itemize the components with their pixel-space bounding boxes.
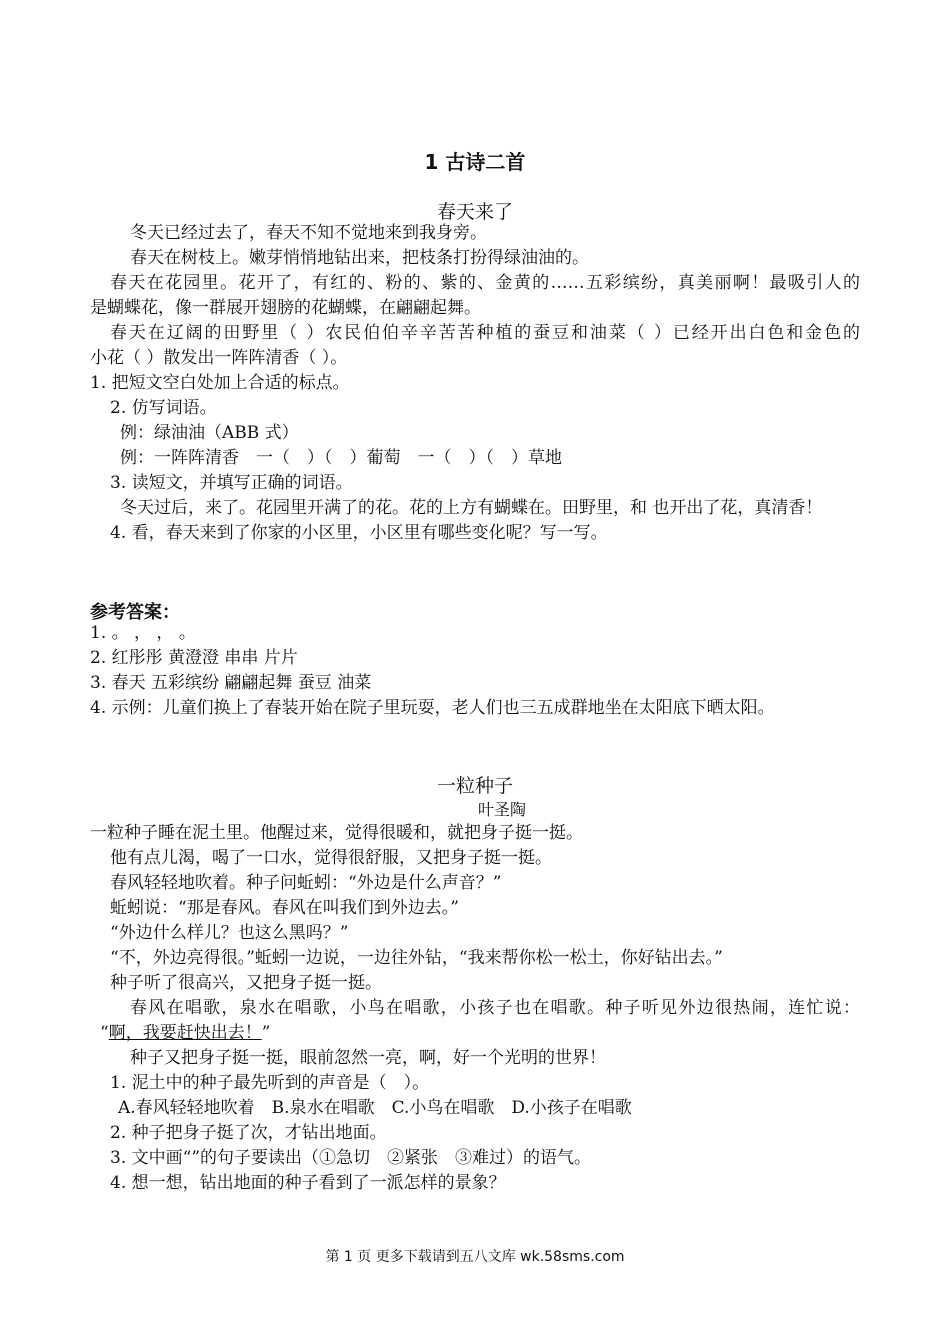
story-line [100, 1022, 270, 1044]
story-line: 一粒种子睡在泥土里。他醒过来，觉得很暖和，就把身子挺一挺。 [90, 823, 583, 843]
fill-text: 冬天过后，来了。花园里开满了的花。花的上方有蝴蝶在。田野里，和 也开出了花，真清香！ [120, 498, 823, 518]
story-line: 蚯蚓说：“那是春风。春风在叫我们到外边去。” [110, 898, 459, 918]
story-line: “不，外边亮得很。”蚯蚓一边说，一边往外钻，“我来帮你松一松土，你好钻出去。” [110, 948, 723, 968]
story-line: 种子听了很高兴，又把身子挺一挺。 [110, 973, 382, 993]
quote-close: ” [261, 1023, 271, 1043]
question-3: 3. 文中画“”的句子要读出（①急切 ②紧张 ③难过）的语气。 [110, 1148, 592, 1168]
story-line: 他有点儿渴，喝了一口水，觉得很舒服，又把身子挺一挺。 [110, 848, 552, 868]
story-line: 春风轻轻地吹着。种子问蚯蚓：“外边是什么声音？” [110, 873, 502, 893]
question-1: 1. 泥土中的种子最先听到的声音是（ ）。 [110, 1073, 430, 1093]
paragraph-line: 春天在辽阔的田野里（ ）农民伯伯辛辛苦苦种植的蚕豆和油菜（ ）已经开出白色和金色的 [110, 323, 860, 343]
answers-title: 参考答案： [90, 602, 180, 623]
question-2: 2. 种子把身子挺了次，才钻出地面。 [110, 1123, 387, 1143]
quote-open: “ [100, 1023, 109, 1043]
example-line: 例：绿油油（ABB 式） [120, 423, 299, 443]
underlined-sentence: 啊，我要赶快出去！ [108, 1023, 262, 1043]
story-title: 一粒种子 [436, 775, 513, 797]
options-line: A.春风轻轻地吹着 B.泉水在唱歌 C.小鸟在唱歌 D.小孩子在唱歌 [118, 1098, 632, 1118]
paragraph-line: 春天在花园里。花开了，有红的、粉的、紫的、金黄的……五彩缤纷，真美丽啊！最吸引人的 [110, 273, 860, 293]
answer-line: 2. 红彤彤 黄澄澄 串串 片片 [90, 648, 298, 668]
answer-line: 1. 。 ， ， 。 [90, 623, 196, 643]
paragraph-line: 小花（ ）散发出一阵阵清香（ ）。 [90, 348, 348, 368]
answer-line: 4. 示例：儿童们换上了春装开始在院子里玩耍，老人们也三五成群地坐在太阳底下晒太阳。 [90, 698, 775, 718]
question-3: 3. 读短文，并填写正确的词语。 [110, 473, 353, 493]
author: 叶圣陶 [478, 800, 527, 819]
question-4: 4. 想一想，钻出地面的种子看到了一派怎样的景象？ [110, 1173, 506, 1193]
answer-line: 3. 春天 五彩缤纷 翩翩起舞 蚕豆 油菜 [90, 673, 372, 693]
question-1: 1. 把短文空白处加上合适的标点。 [90, 373, 350, 393]
page-footer: 第 1 页 更多下载请到五八文库 wk.58sms.com [325, 1249, 625, 1265]
section-title: 1 古诗二首 [424, 150, 526, 174]
story-line: “外边什么样儿？也这么黑吗？” [110, 923, 349, 943]
passage-title: 春天来了 [436, 201, 513, 223]
paragraph-line: 冬天已经过去了，春天不知不觉地来到我身旁。 [130, 223, 487, 243]
story-line: 种子又把身子挺一挺，眼前忽然一亮，啊，好一个光明的世界！ [130, 1048, 606, 1068]
question-2: 2. 仿写词语。 [110, 398, 217, 418]
example-line: 例：一阵阵清香 一（ ）（ ）葡萄 一（ ）（ ）草地 [120, 448, 562, 468]
question-4: 4. 看，春天来到了你家的小区里，小区里有哪些变化呢？写一写。 [110, 523, 608, 543]
story-line: 春风在唱歌，泉水在唱歌，小鸟在唱歌，小孩子也在唱歌。种子听见外边很热闹，连忙说： [130, 998, 860, 1018]
paragraph-line: 是蝴蝶花，像一群展开翅膀的花蝴蝶，在翩翩起舞。 [90, 298, 481, 318]
paragraph-line: 春天在树枝上。嫩芽悄悄地钻出来，把枝条打扮得绿油油的。 [130, 248, 589, 268]
